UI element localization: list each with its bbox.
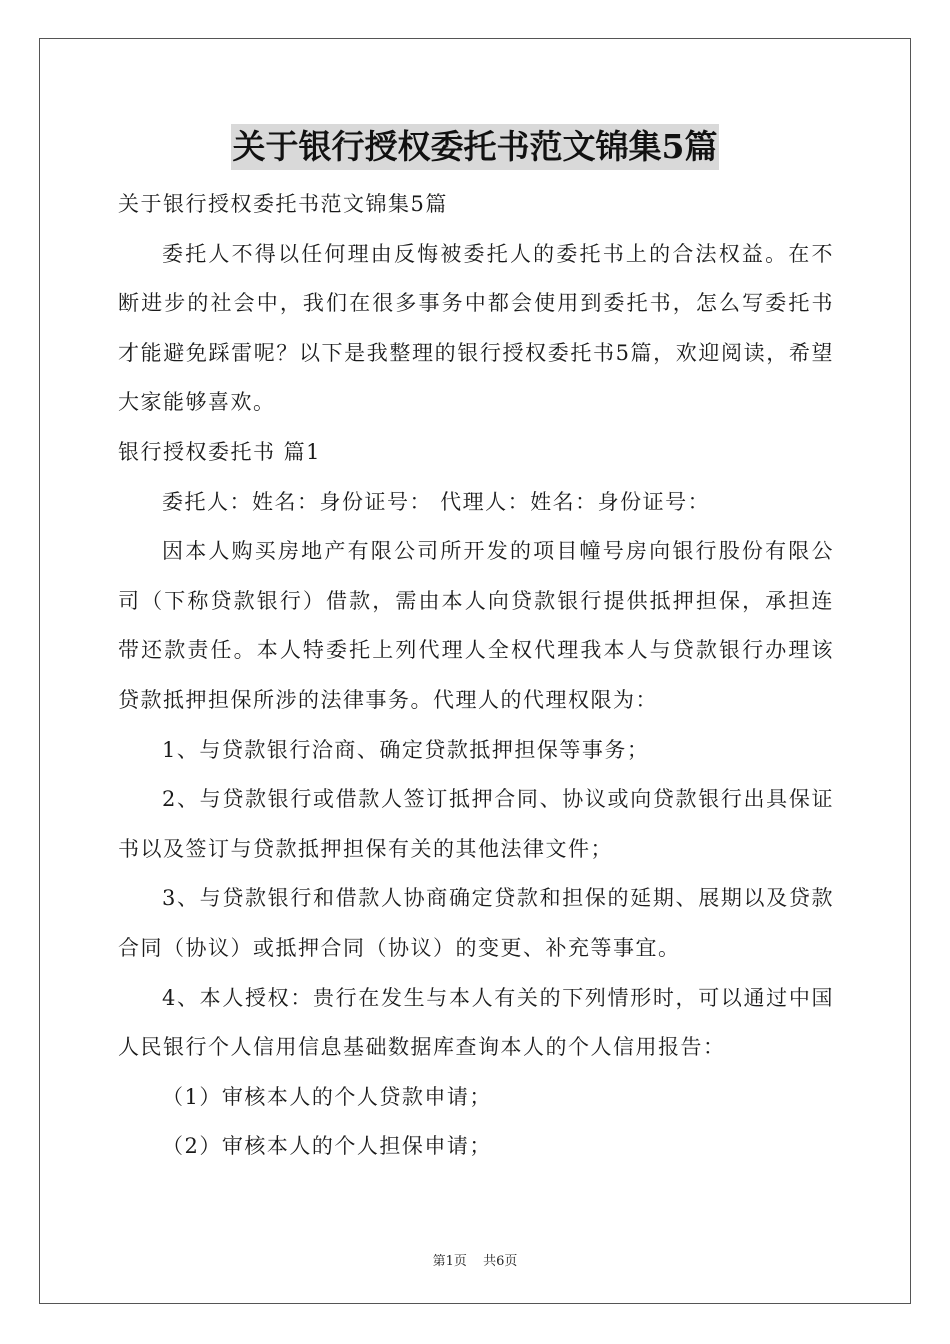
document-body	[118, 180, 834, 1172]
paragraph-parties: 委托人：姓名：身份证号： 代理人：姓名：身份证号：	[162, 489, 711, 514]
section-heading: 银行授权委托书 篇1	[118, 439, 322, 464]
document-title: 关于银行授权委托书范文锦集5篇	[231, 124, 720, 170]
list-item-1: 1、与贷款银行洽商、确定贷款抵押担保等事务；	[162, 737, 650, 762]
page-number-current: 第1页	[432, 1254, 467, 1269]
list-item-2: 2、与贷款银行或借款人签订抵押合同、协议或向贷款银行出具保证书以及签订与贷款抵押担保有关的其他法律文件；	[118, 787, 834, 861]
title-container	[0, 124, 950, 170]
sub-item-2: （2）审核本人的个人担保申请；	[162, 1134, 492, 1159]
page-number-total: 共6页	[483, 1254, 518, 1269]
paragraph-intro: 委托人不得以任何理由反悔被委托人的委托书上的合法权益。在不断进步的社会中，我们在很多事务中都会使用到委托书，怎么写委托书才能避免踩雷呢？以下是我整理的银行授权委托书5篇，欢迎阅读，希望大家能够喜欢。	[118, 241, 834, 415]
paragraph-purpose: 因本人购买房地产有限公司所开发的项目幢号房向银行股份有限公司（下称贷款银行）借款，需由本人向贷款银行提供抵押担保，承担连带还款责任。本人特委托上列代理人全权代理我本人与贷款银行办理该贷款抵押担保所涉的法律事务。代理人的代理权限为：	[118, 539, 834, 712]
page-footer	[0, 1250, 950, 1269]
list-item-3: 3、与贷款银行和借款人协商确定贷款和担保的延期、展期以及贷款合同（协议）或抵押合同（协议）的变更、补充等事宜。	[118, 886, 834, 960]
document-subtitle: 关于银行授权委托书范文锦集5篇	[118, 192, 448, 216]
list-item-4: 4、本人授权：贵行在发生与本人有关的下列情形时，可以通过中国人民银行个人信用信息基础数据库查询本人的个人信用报告：	[118, 985, 834, 1060]
sub-item-1: （1）审核本人的个人贷款申请；	[162, 1084, 492, 1109]
